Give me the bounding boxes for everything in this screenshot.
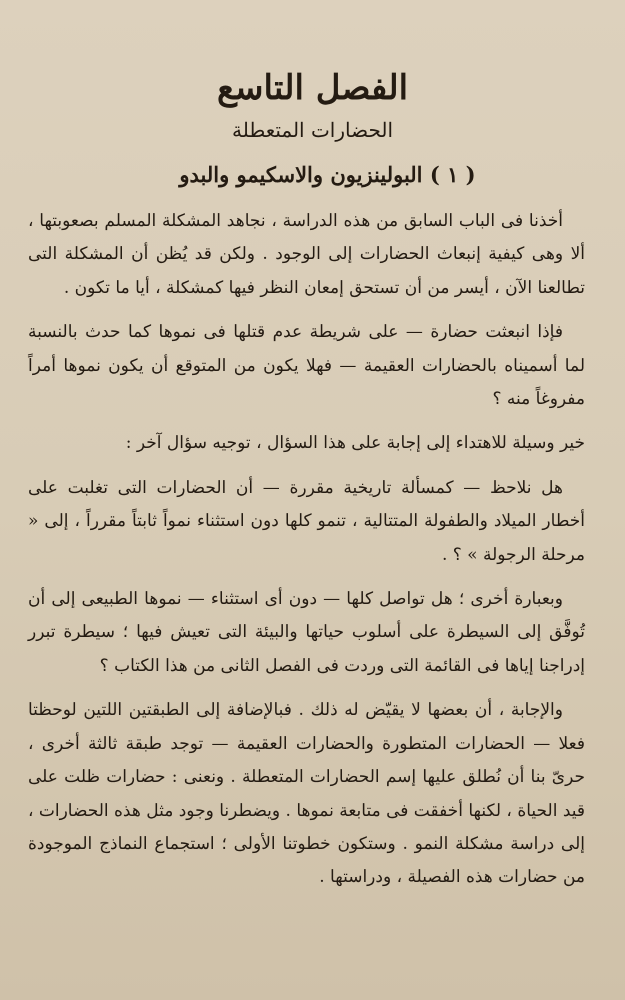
section-heading: ( ١ ) البولينزيون والاسكيمو والبدو	[179, 162, 476, 187]
chapter-title: الفصل التاسع	[216, 68, 409, 108]
paragraph: أخذنا فى الباب السابق من هذه الدراسة ، نجاهد المشكلة المسلم بصعوبتها ، ألا وهى كيفية إنبعاث الحضارات إلى الوجود . ولكن قد يُظن أن المشكلة التى تطالعنا الآن ، أيسر من أن تستحق إمعان النظر فيها كمشكلة ، أيا ما تكون .	[28, 211, 585, 298]
body-text	[28, 205, 585, 906]
paragraph: والإجابة ، أن بعضها لا يقيّض له ذلك . فبالإضافة إلى الطبقتين اللتين لوحظتا فعلا — الحضارات المتطورة والحضارات العقيمة — توجد طبقة ثالثة أخرى ، حرىّ بنا أن نُطلق عليها إسم الحضارات المتعطلة . ونعنى : حضارات ظلت على قيد الحياة ، لكنها أخفقت فى متابعة نموها . ويضطرنا وجود مثل هذه الحضارات ، إلى دراسة مشكلة النمو . وستكون خطوتنا الأولى ؛ استجماع النماذج الموجودة من حضارات هذه الفصيلة ، ودراستها .	[27, 700, 585, 888]
paragraph: وبعبارة أخرى ؛ هل تواصل كلها — دون أى استثناء — نموها الطبيعى إلى أن تُوفَّق إلى السيطرة على أسلوب حياتها والبيئة التى تعيش فيها ؛ سيطرة تبرر إدراجنا إياها فى القائمة التى وردت فى الفصل الثانى من هذا الكتاب ؟	[28, 589, 585, 676]
paragraph: هل نلاحظ — كمسألة تاريخية مقررة — أن الحضارات التى تغلبت على أخطار الميلاد والطفولة المتتالية ، تنمو كلها دون استثناء نمواً ثابتاً مقرراً ، إلى « مرحلة الرجولة » ؟ .	[28, 477, 585, 565]
paragraph: فإذا انبعثت حضارة — على شريطة عدم قتلها فى نموها كما حدث بالنسبة لما أسميناه بالحضارات العقيمة — فهلا يكون من المتوقع أن يكون نموها أمراً مفروغاً منه ؟	[28, 322, 585, 410]
paragraph: خير وسيلة للاهتداء إلى إجابة على هذا السؤال ، توجيه سؤال آخر :	[125, 433, 585, 454]
chapter-subtitle: الحضارات المتعطلة	[231, 118, 394, 142]
